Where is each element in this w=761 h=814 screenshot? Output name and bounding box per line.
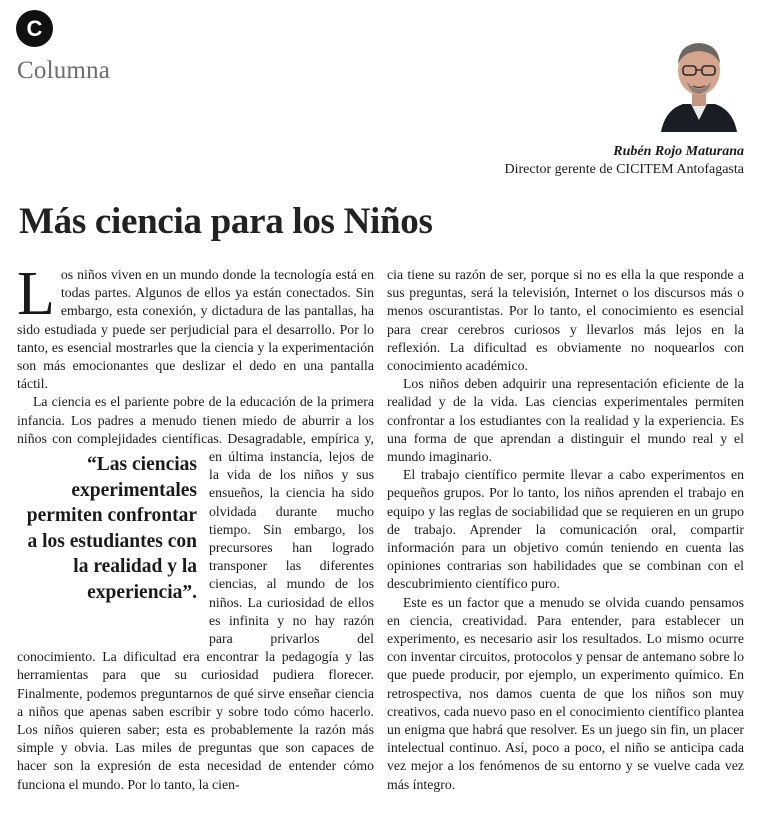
paragraph-2 (17, 393, 374, 793)
paragraph-intro (17, 260, 374, 393)
article-column-left (17, 260, 374, 806)
paragraph-4: El trabajo científico permite llevar a cabo experimentos en pequeños grupos. Por lo tanto, los niños aprenden el trabajo en equipo y las reglas de sociabilidad que se requieren en un grupo de trabajo. Aprender la comunicación oral, compartir información para un objetivo común teniendo en cuenta las opiniones contrarias son habilidades que se combinan con el descubrimiento científico puro. (387, 467, 744, 592)
article-column-right (387, 266, 744, 794)
paragraph-2-text: La ciencia es el pariente pobre de la educación de la primera infancia. Los padres a menudo tienen miedo de aburrir a los niños con complejidades científicas. Desagradable, empírica “Las ciencias experimentales permiten confrontar a los estudiantes con la realidad y la experiencia”. y, en última instancia, lejos de la vida de los niños y sus ensueños, la ciencia ha sido olvidada durante mucho tiempo. Sin embargo, los precursores han logrado transponer las diferentes ciencias, al mundo de los niños. La curiosidad de ellos es infinita y no hay razón para privarlos del conocimiento. La dificultad era encontrar la pedagogía y las herramientas para que su curiosidad pudiera florecer. Finalmente, podemos preguntarnos de qué sirve enseñar ciencia a niños que apenas saben escribir y sobre todo cómo hacerlo. Los niños quieren saber; esta es probablemente la razón más simple y obvia. Las miles de preguntas que son capaces de hacer son la expresión de esta necesidad de entender cómo funciona el mundo. Por lo tanto, la cien- (17, 394, 374, 792)
section-label: Columna (17, 57, 111, 84)
drop-cap: L (17, 260, 55, 328)
pull-quote: “Las ciencias experimentales permiten confrontar a los estudiantes con la realidad y la experiencia”. (26, 454, 197, 603)
paragraph-3: Los niños deben adquirir una representación eficiente de la realidad y de la vida. Las ciencias experimentales permiten confrontar a los estudiantes con la realidad y la experiencia. Es una forma de que aprendan a distinguir el mundo real y el mundo imaginario. (387, 376, 744, 465)
author-byline (505, 143, 744, 179)
paragraph-2-continued: cia tiene su razón de ser, porque si no es ella la que responde a sus preguntas, será la televisión, Internet o los discursos más o menos oscurantistas. Por lo tanto, el conocimiento es esencial para crear cerebros curiosos y llevarlos más lejos en la reflexión. La dificultad es obviamente no noquearlos con conocimiento académico. (387, 267, 744, 374)
author-name: Rubén Rojo Maturana (613, 144, 744, 159)
paragraph-5: Este es un factor que a menudo se olvida cuando pensamos en ciencia, creatividad. Para entender, para establecer un experimento, es necesario asir los resultados. Lo mismo ocurre con inventar circuitos, protocolos y pensar de antemano sobre lo que puede producir, por ejemplo, un experimento químico. En retrospectiva, nos damos cuenta de que los niños son muy creativos, cada nuevo paso en el conocimiento científico plantea un enigma que habrá que resolver. Es un juego sin fin, un placer intelectual continuo. Así, poco a poco, el niño se anticipa cada vez mejor a los fenómenos de su entorno y se vuelve cada vez más íntegro. (387, 594, 744, 792)
headline: Más ciencia para los Niños (19, 201, 433, 242)
paragraph-1-text: os niños viven en un mundo donde la tecnología está en todas partes. Algunos de ellos ya están conectados. Sin embargo, esta conexión, y dictadura de las pantallas, ha sido estudiada y puede ser perjudicial para el desarrollo. Por lo tanto, es esencial mostrarles que la ciencia y la experimentación son más emocionantes que deslizar el dedo en una pantalla táctil. (17, 267, 374, 392)
section-badge: C (16, 10, 53, 47)
author-role: Director gerente de CICITEM Antofagasta (504, 162, 744, 177)
author-photo (657, 32, 741, 132)
